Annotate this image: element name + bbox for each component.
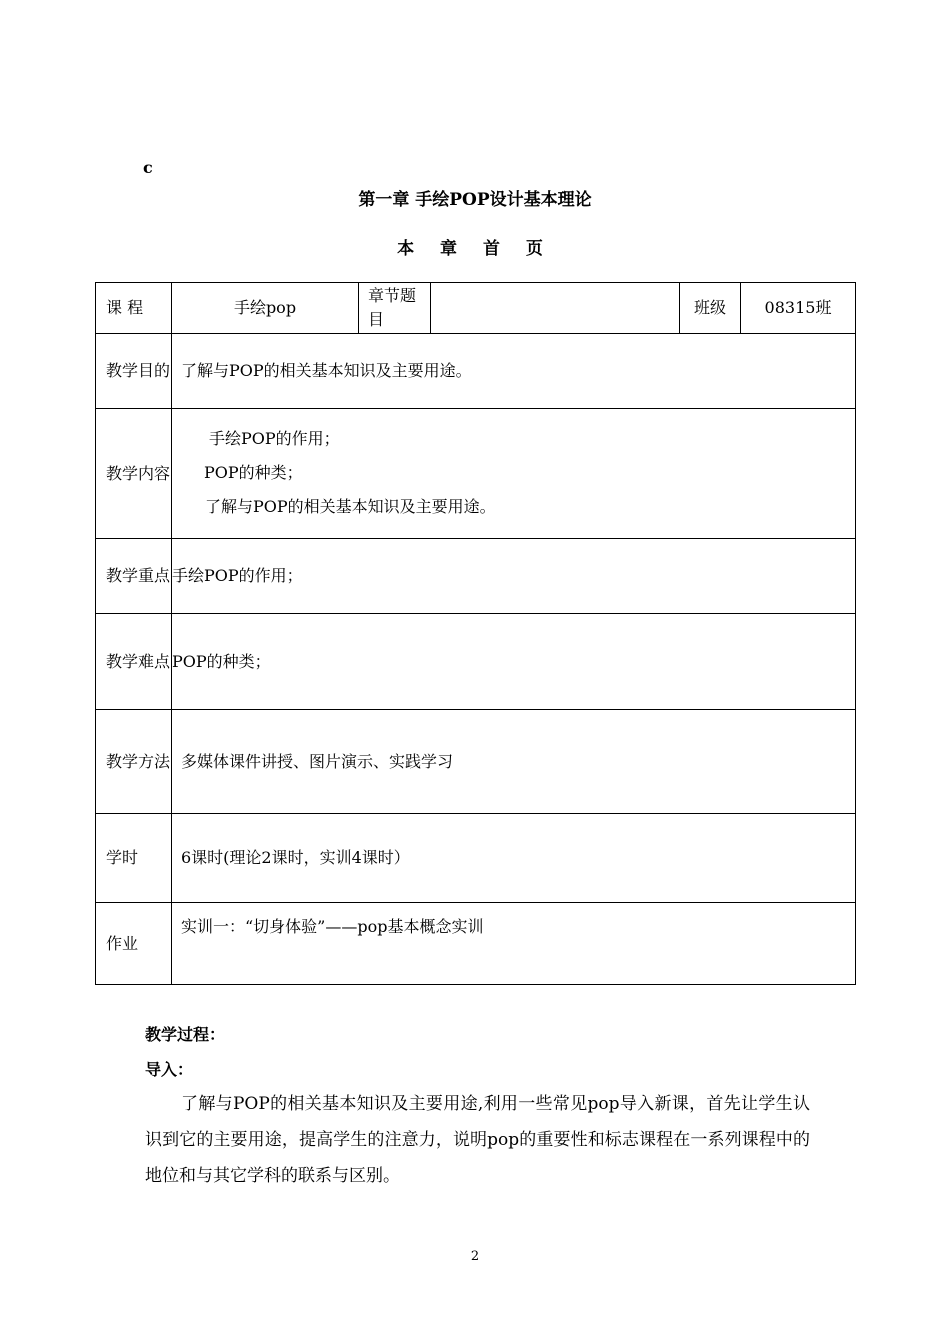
intro-paragraph: 了解与POP的相关基本知识及主要用途,利用一些常见pop导入新课，首先让学生认识到它的主要用途，提高学生的注意力，说明pop的重要性和标志课程在一系列课程中的地位和与其它学科的联系与区别。 [145,1094,810,1186]
table-row-key-points [96,539,856,614]
difficulties-label: 教学难点 [96,614,172,710]
chapter-title: 第一章 手绘POP设计基本理论 [358,190,592,210]
objective-value: 了解与POP的相关基本知识及主要用途。 [172,334,856,409]
table-row-content [96,409,856,539]
content-line: 了解与POP的相关基本知识及主要用途。 [205,497,496,516]
table-row-course [96,283,856,334]
difficulties-value: POP的种类； [172,614,856,710]
content-line: 手绘POP的作用； [209,429,340,448]
methods-value: 多媒体课件讲授、图片演示、实践学习 [172,710,856,814]
content-value [172,409,856,539]
corner-marker: c [143,158,153,177]
chapter-subtitle: 本 章 首 页 [397,239,553,259]
content-line: POP的种类； [204,463,303,482]
course-value: 手绘pop [172,283,359,334]
objective-label: 教学目的 [96,334,172,409]
table-row-homework [96,903,856,985]
section-value [431,283,680,334]
class-value: 08315班 [741,283,856,334]
lesson-info-table [95,282,856,985]
hours-label: 学时 [96,814,172,903]
table-row-objective [96,334,856,409]
homework-label: 作业 [96,903,172,985]
content-label: 教学内容 [96,409,172,539]
section-heading-process: 教学过程： [145,1025,226,1044]
homework-value: 实训一：“切身体验”——pop基本概念实训 [172,903,856,985]
key-points-value: 手绘POP的作用； [172,539,856,614]
table-row-hours [96,814,856,903]
page-number: 2 [470,1249,480,1264]
section-label: 章节题目 [359,283,431,334]
class-label: 班级 [680,283,741,334]
table-row-methods [96,710,856,814]
course-label: 课 程 [96,283,172,334]
methods-label: 教学方法 [96,710,172,814]
key-points-label: 教学重点 [96,539,172,614]
table-row-difficulties [96,614,856,710]
section-heading-intro: 导入： [145,1060,194,1079]
hours-value: 6课时(理论2课时，实训4课时） [172,814,856,903]
